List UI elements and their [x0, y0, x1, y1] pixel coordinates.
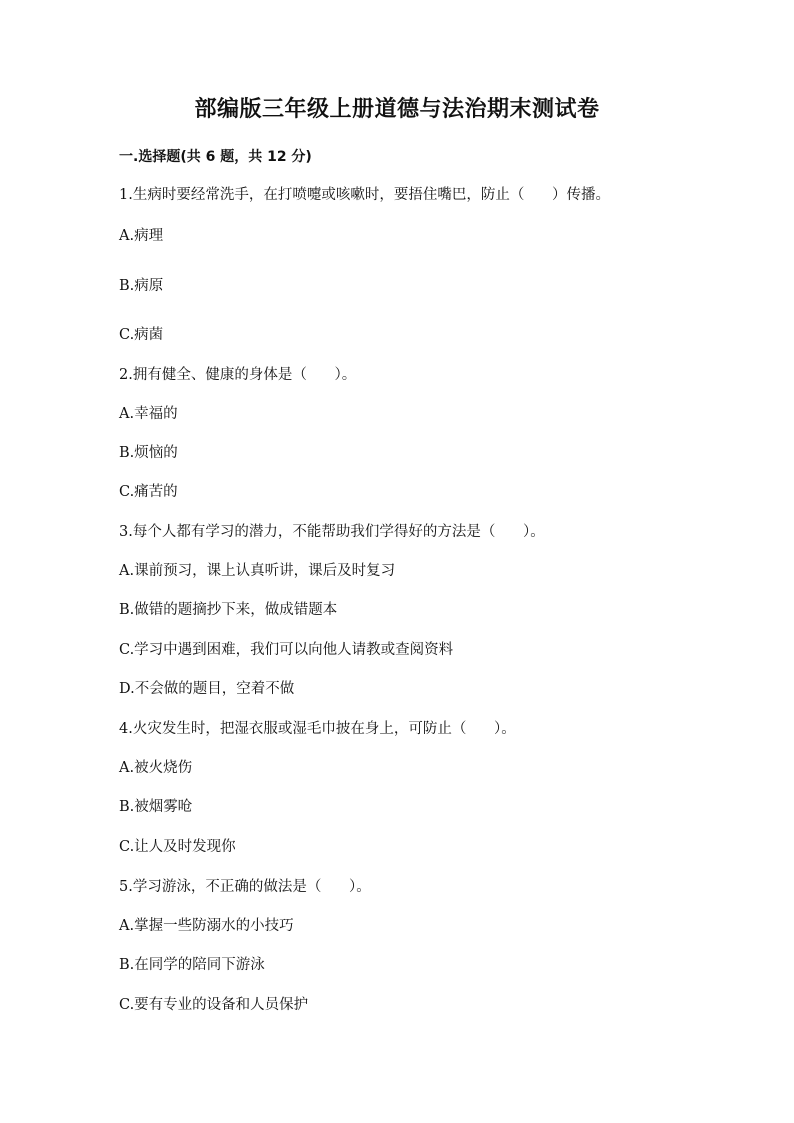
question-3-option-d: D.不会做的题目，空着不做	[119, 681, 295, 697]
section-heading: 一.选择题(共 6 题，共 12 分)	[119, 149, 312, 165]
question-5-stem: 5.学习游泳，不正确的做法是（ ）。	[119, 879, 371, 895]
question-1-option-a: A.病理	[119, 228, 164, 244]
question-4-stem: 4.火灾发生时，把湿衣服或湿毛巾披在身上，可防止（ ）。	[119, 721, 516, 737]
page-title: 部编版三年级上册道德与法治期末测试卷	[194, 97, 600, 122]
question-1-stem: 1.生病时要经常洗手，在打喷嚏或咳嗽时，要捂住嘴巴，防止（ ）传播。	[119, 187, 610, 203]
question-3-stem: 3.每个人都有学习的潜力，不能帮助我们学得好的方法是（ ）。	[119, 524, 545, 540]
question-3-option-c: C.学习中遇到困难，我们可以向他人请教或查阅资料	[119, 642, 454, 658]
question-5-option-c: C.要有专业的设备和人员保护	[119, 997, 309, 1013]
question-2-option-c: C.痛苦的	[119, 484, 178, 500]
question-2-option-a: A.幸福的	[119, 406, 178, 422]
question-4-option-b: B.被烟雾呛	[119, 799, 193, 815]
question-5-option-b: B.在同学的陪同下游泳	[119, 957, 265, 973]
question-2-stem: 2.拥有健全、健康的身体是（ ）。	[119, 367, 357, 383]
question-4-option-a: A.被火烧伤	[119, 760, 193, 776]
question-1-option-c: C.病菌	[119, 327, 164, 343]
question-4-option-c: C.让人及时发现你	[119, 839, 236, 855]
question-1-option-b: B.病原	[119, 278, 164, 294]
question-5-option-a: A.掌握一些防溺水的小技巧	[119, 918, 294, 934]
question-3-option-b: B.做错的题摘抄下来，做成错题本	[119, 602, 338, 618]
question-2-option-b: B.烦恼的	[119, 445, 178, 461]
question-3-option-a: A.课前预习，课上认真听讲，课后及时复习	[119, 563, 396, 579]
